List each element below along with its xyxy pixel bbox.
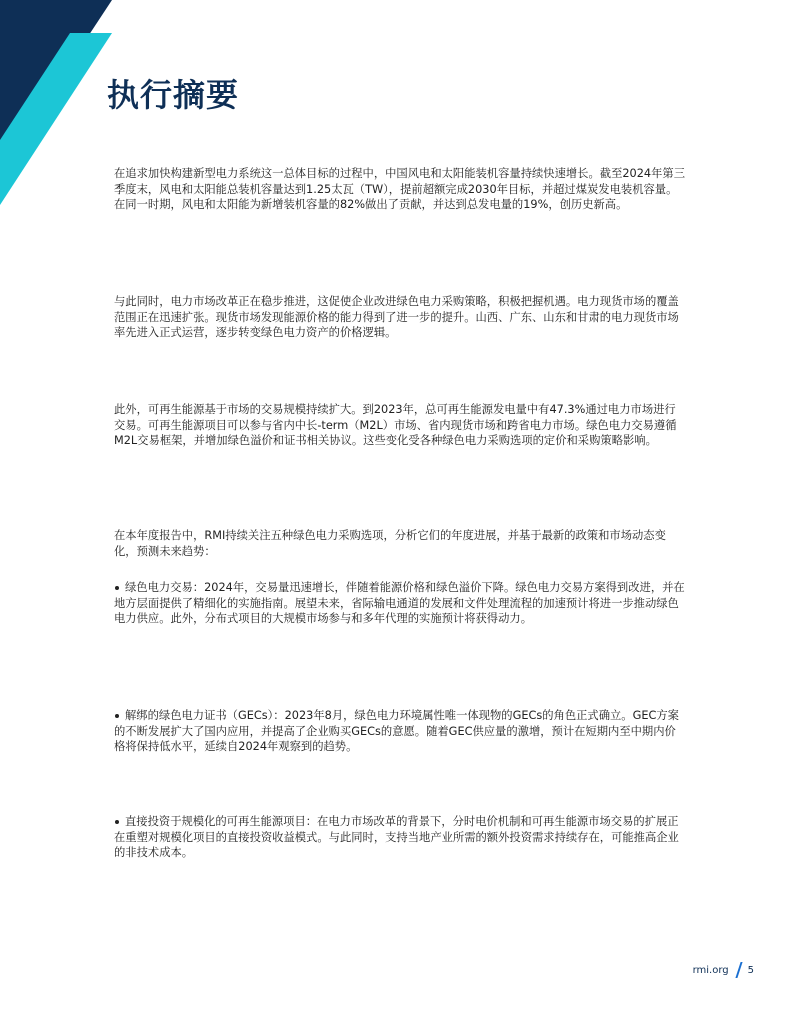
page-footer [693, 962, 754, 978]
paragraph-1: 在追求加快构建新型电力系统这一总体目标的过程中，中国风电和太阳能装机容量持续快速增长。截至2024年第三季度末，风电和太阳能总装机容量达到1.25太瓦（TW），提前超额完成2030年目标，并超过煤炭发电装机容量。在同一时期，风电和太阳能为新增装机容量的82%做出了贡献，并达到总发电量的19%，创历史新高。 [114, 167, 686, 211]
bullet-text: 直接投资于规模化的可再生能源项目：在电力市场改革的背景下，分时电价机制和可再生能源市场交易的扩展正在重塑对规模化项目的直接投资收益模式。与此同时，支持当地产业所需的额外投资需求持续存在，可能推高企业的非技术成本。 [114, 815, 679, 859]
page-number: 5 [747, 964, 754, 976]
bullet-icon [115, 586, 119, 590]
bullet-text: 解绑的绿色电力证书（GECs）：2023年8月，绿色电力环境属性唯一体现物的GECs的角色正式确立。GEC方案的不断发展扩大了国内应用，并提高了企业购买GECs的意愿。随着GEC供应量的激增，预计在短期内至中期内价格将保持低水平，延续自2024年观察到的趋势。 [114, 709, 679, 753]
list-item [114, 814, 686, 861]
page-title: 执行摘要 [107, 76, 240, 114]
list-item [114, 580, 686, 627]
list-item [114, 708, 686, 755]
bullet-icon [115, 820, 119, 824]
site-link[interactable]: rmi.org [692, 964, 729, 976]
paragraph-2: 与此同时，电力市场改革正在稳步推进，这促使企业改进绿色电力采购策略，积极把握机遇。电力现货市场的覆盖范围正在迅速扩张。现货市场发现能源价格的能力得到了进一步的提升。山西、广东、山东和甘肃的电力现货市场率先进入正式运营，逐步转变绿色电力资产的价格逻辑。 [114, 295, 679, 339]
paragraph-4: 在本年度报告中，RMI持续关注五种绿色电力采购选项，分析它们的年度进展，并基于最新的政策和市场动态变化，预测未来趋势： [114, 529, 666, 558]
paragraph-3: 此外，可再生能源基于市场的交易规模持续扩大。到2023年，总可再生能源发电量中有47.3%通过电力市场进行交易。可再生能源项目可以参与省内中长-term（M2L）市场、省内现货市场和跨省电力市场。绿色电力交易遵循M2L交易框架，并增加绿色溢价和证书相关协议。这些变化受各种绿色电力采购选项的定价和采购策略影响。 [114, 403, 677, 447]
slash-divider [735, 962, 742, 978]
bullet-text: 绿色电力交易：2024年，交易量迅速增长，伴随着能源价格和绿色溢价下降。绿色电力交易方案得到改进，并在地方层面提供了精细化的实施指南。展望未来，省际输电通道的发展和文件处理流程的加速预计将进一步推动绿色电力供应。此外，分布式项目的大规模市场参与和多年代理的实施预计将获得动力。 [114, 581, 685, 625]
bullet-icon [115, 714, 119, 718]
